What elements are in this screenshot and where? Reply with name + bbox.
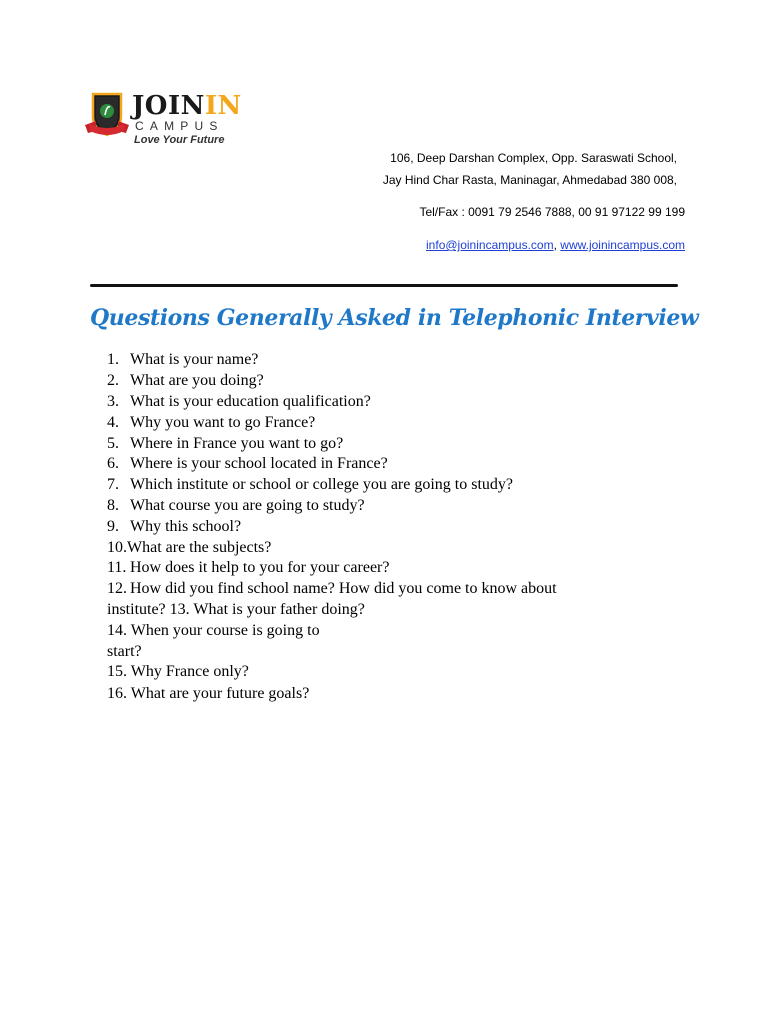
list-item: 3. What is your education qualification? (107, 393, 371, 410)
list-item: 11. How does it help to you for your career? (107, 559, 390, 576)
list-item: 7. Which institute or school or college you are going to study? (107, 476, 514, 493)
address-line-2: Jay Hind Char Rasta, Maninagar, Ahmedabad 380 008, (382, 173, 677, 187)
list-item: 5. Where in France you want to go? (107, 435, 344, 452)
list-item: 6. Where is your school located in France? (107, 455, 388, 472)
email-link[interactable]: info@joinincampus.com (426, 238, 554, 252)
list-item: 10.What are the subjects? (107, 539, 272, 556)
list-item: 16. What are your future goals? (107, 685, 310, 702)
list-item: 12. How did you find school name? How did you come to know about (107, 580, 557, 597)
list-item-continuation: start? (107, 643, 142, 660)
page-title: Questions Generally Asked in Telephonic Interview (90, 305, 699, 331)
tel-fax: Tel/Fax : 0091 79 2546 7888, 00 91 97122 99 199 (419, 205, 685, 219)
list-item: 15. Why France only? (107, 663, 249, 680)
list-item: 8. What course you are going to study? (107, 497, 365, 514)
header-divider (90, 284, 678, 287)
address-line-1: 106, Deep Darshan Complex, Opp. Saraswati School, (390, 151, 677, 165)
list-item: 9. Why this school? (107, 518, 242, 535)
brand-subtitle: CAMPUS (135, 119, 224, 133)
contact-links (426, 238, 685, 253)
shield-crest-icon (84, 91, 130, 141)
list-item: 2. What are you doing? (107, 372, 264, 389)
website-link[interactable]: www.joinincampus.com (560, 238, 685, 252)
link-separator: , (553, 238, 557, 252)
company-logo (84, 91, 242, 151)
brand-name: JOININ (132, 91, 242, 121)
list-item: 4. Why you want to go France? (107, 414, 316, 431)
brand-tagline: Love Your Future (134, 134, 225, 146)
list-item-continuation: institute? 13. What is your father doing? (107, 601, 365, 618)
list-item: 1. What is your name? (107, 351, 259, 368)
list-item: 14. When your course is going to (107, 622, 320, 639)
